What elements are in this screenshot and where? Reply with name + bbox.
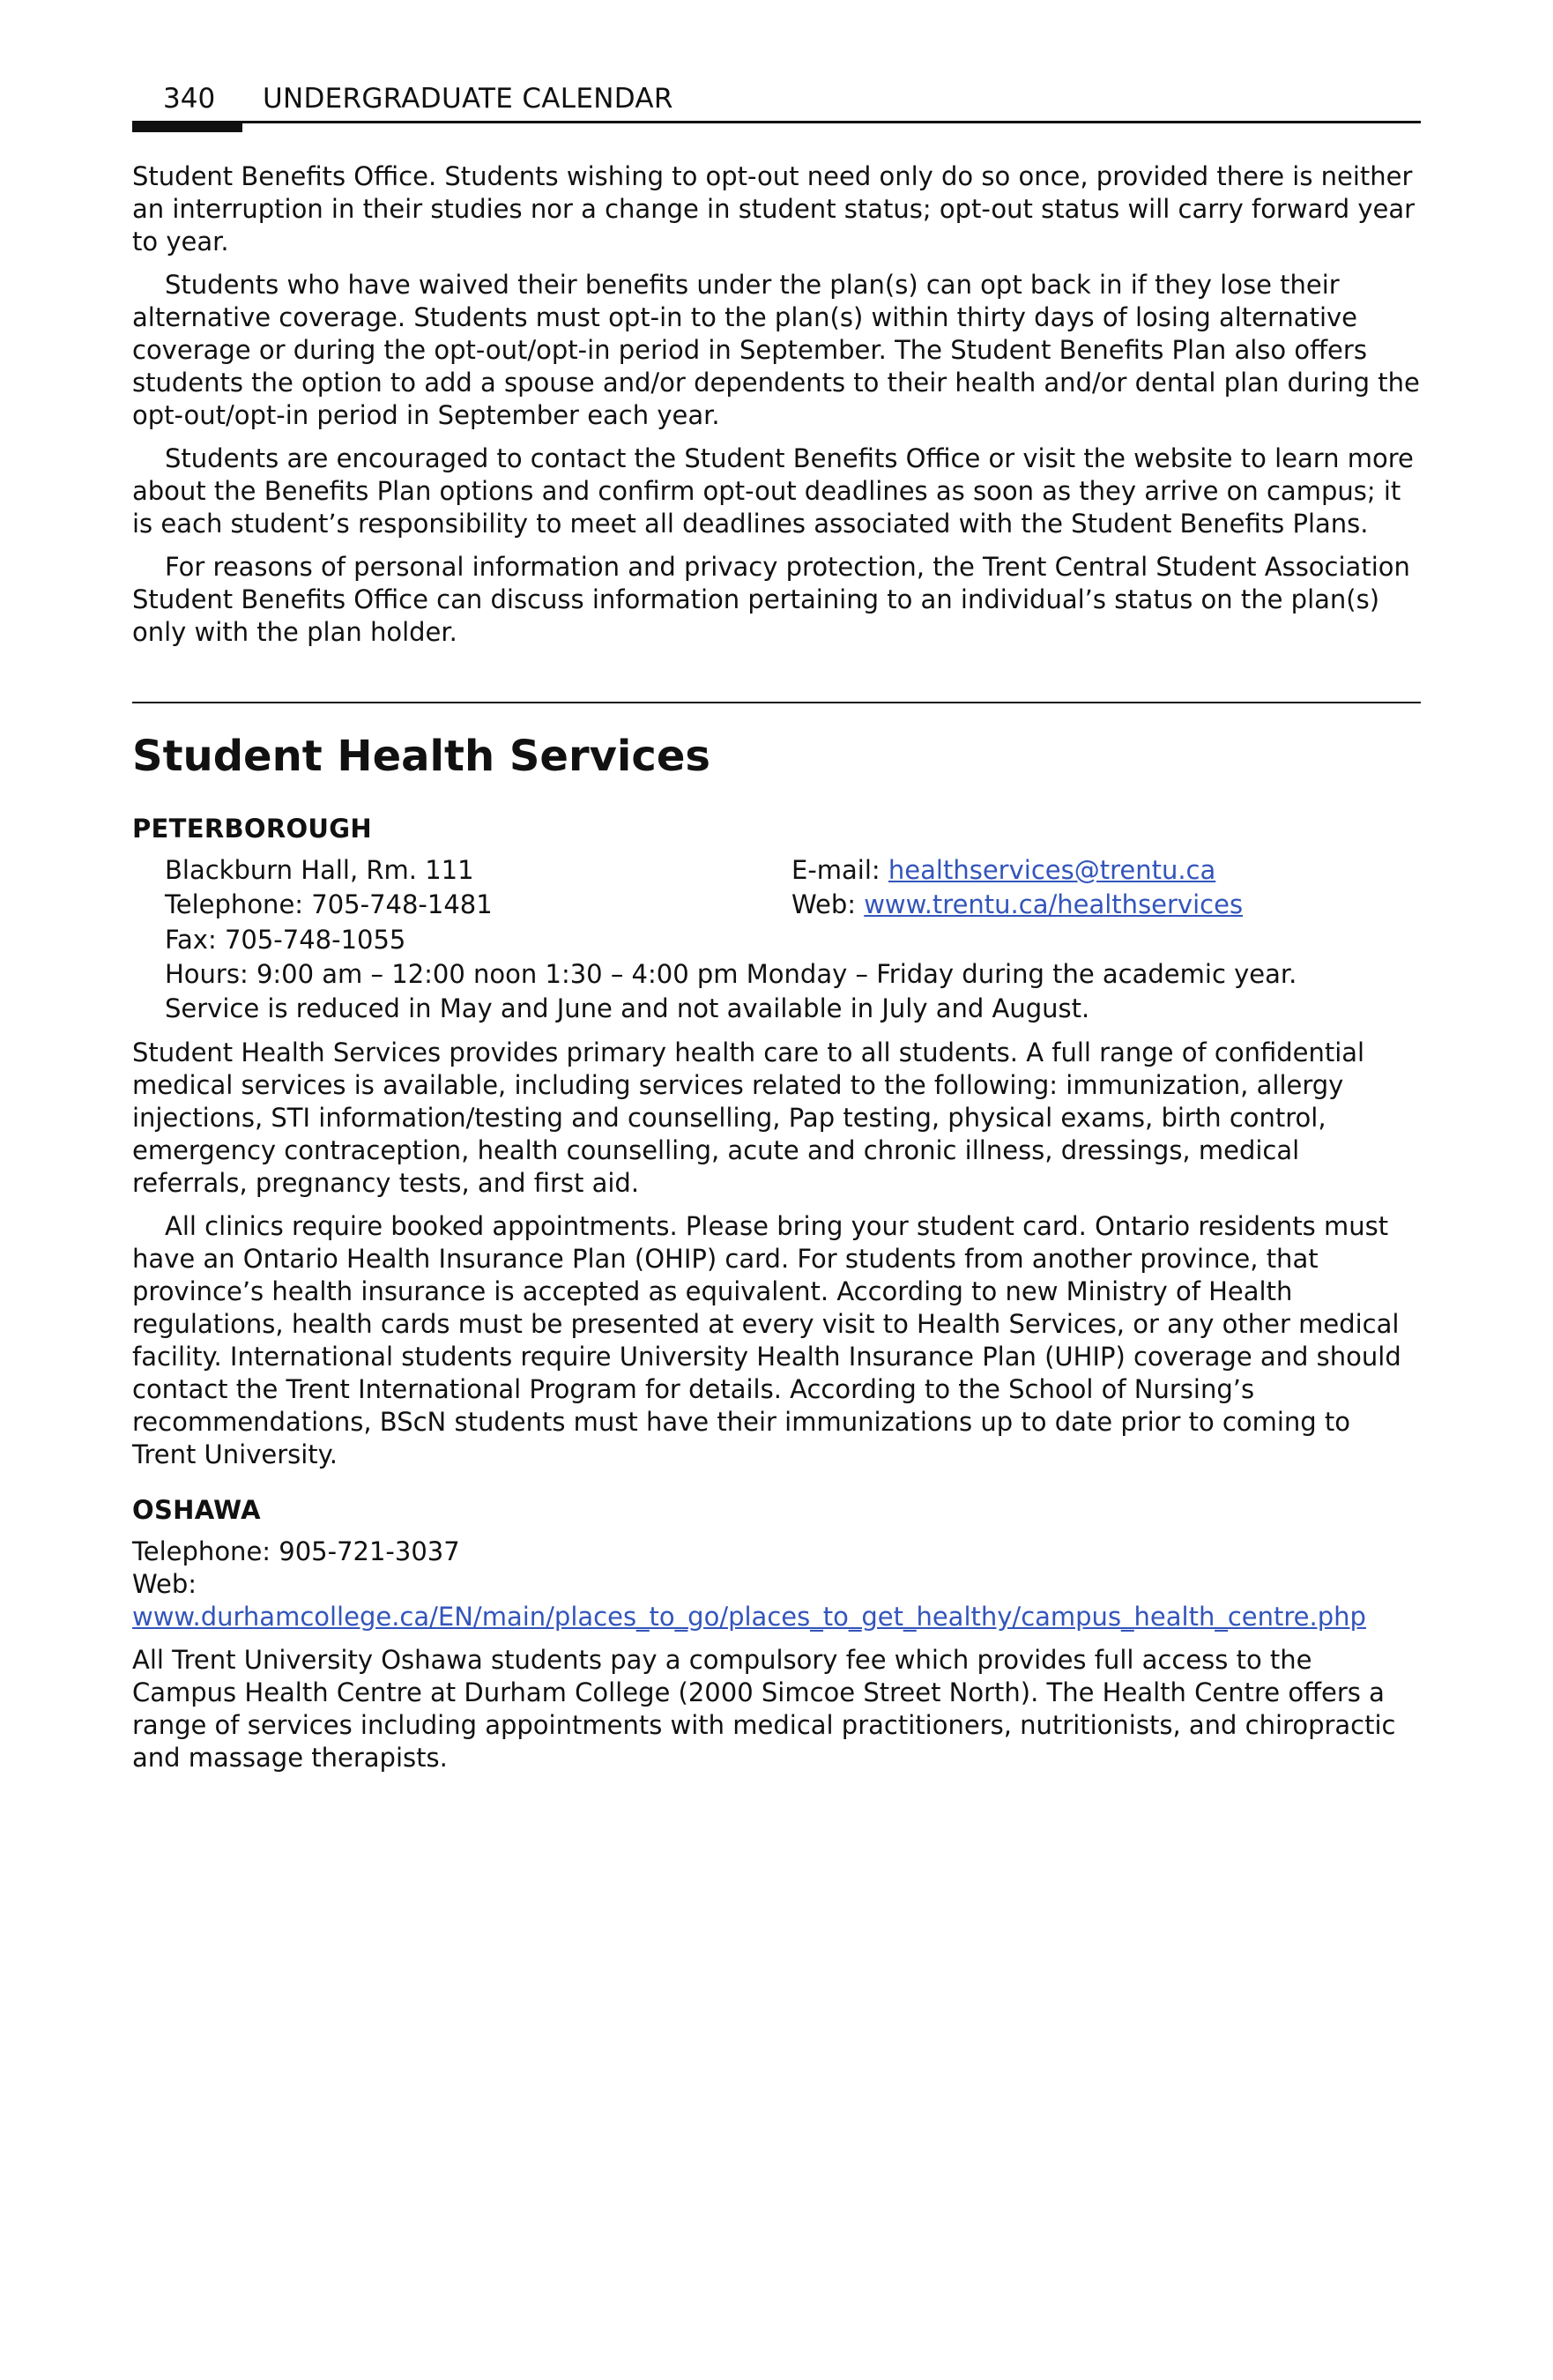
- email-label: E-mail:: [791, 855, 888, 885]
- running-head: UNDERGRADUATE CALENDAR: [263, 83, 673, 115]
- page-number: 340: [163, 83, 216, 115]
- oshawa-telephone: Telephone: 905-721-3037: [132, 1536, 460, 1566]
- oshawa-paragraph: All Trent University Oshawa students pay a compulsory fee which provides full access to the Campus Health Centre at Durham College (2000 Simcoe Street North). The Health Centre offers a range of services including appointments with medical practitioners, nutritionists, and chiropractic and massage therapists.: [132, 1645, 1396, 1773]
- email-link[interactable]: healthservices@trentu.ca: [888, 855, 1216, 885]
- intro-paragraph-2: Students who have waived their benefits under the plan(s) can opt back in if they lose their alternative coverage. Students must opt-in to the plan(s) within thirty days of losing alternative coverage or during the opt-out/opt-in period in September. The Student Benefits Plan also offers students the option to add a spouse and/or dependents to their health and/or dental plan during the opt-out/opt-in period in September each year.: [132, 270, 1420, 430]
- oshawa-web-link[interactable]: www.durhamcollege.ca/EN/main/places_to_go/places_to_get_healthy/campus_health_centre.php: [132, 1602, 1366, 1632]
- intro-paragraph-4: For reasons of personal information and privacy protection, the Trent Central Student Association Student Benefits Office can discuss information pertaining to an individual’s status on the plan(s) only with the plan holder.: [132, 552, 1410, 647]
- section-title: Student Health Services: [132, 732, 710, 781]
- telephone-text: Telephone: 705-748-1481: [165, 889, 493, 919]
- intro-paragraph-3: Students are encouraged to contact the Student Benefits Office or visit the website to learn more about the Benefits Plan options and confirm opt-out deadlines as soon as they arrive on campus; it is each student’s responsibility to meet all deadlines associated with the Student Benefits Plans.: [132, 443, 1414, 539]
- fax-text: Fax: 705-748-1055: [165, 925, 406, 955]
- header-rule: [132, 121, 1421, 123]
- hours-text: Hours: 9:00 am – 12:00 noon 1:30 – 4:00 pm Monday – Friday during the academic year.: [165, 959, 1297, 989]
- header-tab-marker: [132, 121, 242, 132]
- section-divider: [132, 702, 1421, 703]
- peterborough-contact-block: [165, 854, 1421, 1026]
- service-note: Service is reduced in May and June and not available in July and August.: [165, 993, 1090, 1023]
- oshawa-web-line: [132, 1568, 1421, 1633]
- location-text: Blackburn Hall, Rm. 111: [165, 855, 474, 885]
- health-services-paragraph-1: Student Health Services provides primary health care to all students. A full range of confidential medical services is available, including services related to the following: immunization, allergy injections, STI information/testing and counselling, Pap testing, physical exams, birth control, emergency contraception, health counselling, acute and chronic illness, dressings, medical referrals, pregnancy tests, and first aid.: [132, 1038, 1365, 1198]
- web-label: Web:: [791, 889, 865, 919]
- web-link[interactable]: www.trentu.ca/healthservices: [864, 889, 1244, 919]
- email-line: [791, 854, 1215, 887]
- contact-row-1: [165, 854, 1421, 889]
- page-content: [132, 160, 1421, 1785]
- health-services-paragraph-2: All clinics require booked appointments. Please bring your student card. Ontario residents must have an Ontario Health Insurance Plan (OHIP) card. For students from another province, that province’s health insurance is accepted as equivalent. According to new Ministry of Health regulations, health cards must be presented at every visit to Health Services, or any other medical facility. International students require University Health Insurance Plan (UHIP) coverage and should contact the Trent International Program for details. According to the School of Nursing’s recommendations, BScN students must have their immunizations up to date prior to coming to Trent University.: [132, 1211, 1401, 1469]
- web-line: [791, 889, 1243, 921]
- peterborough-heading: PETERBOROUGH: [132, 814, 372, 844]
- oshawa-web-label: Web:: [132, 1569, 197, 1599]
- contact-row-2: [165, 889, 1421, 923]
- page-header: [132, 81, 1421, 123]
- intro-paragraph-1: Student Benefits Office. Students wishing to opt-out need only do so once, provided there is neither an interruption in their studies nor a change in student status; opt-out status will carry forward year to year.: [132, 161, 1416, 257]
- oshawa-heading: OSHAWA: [132, 1495, 261, 1525]
